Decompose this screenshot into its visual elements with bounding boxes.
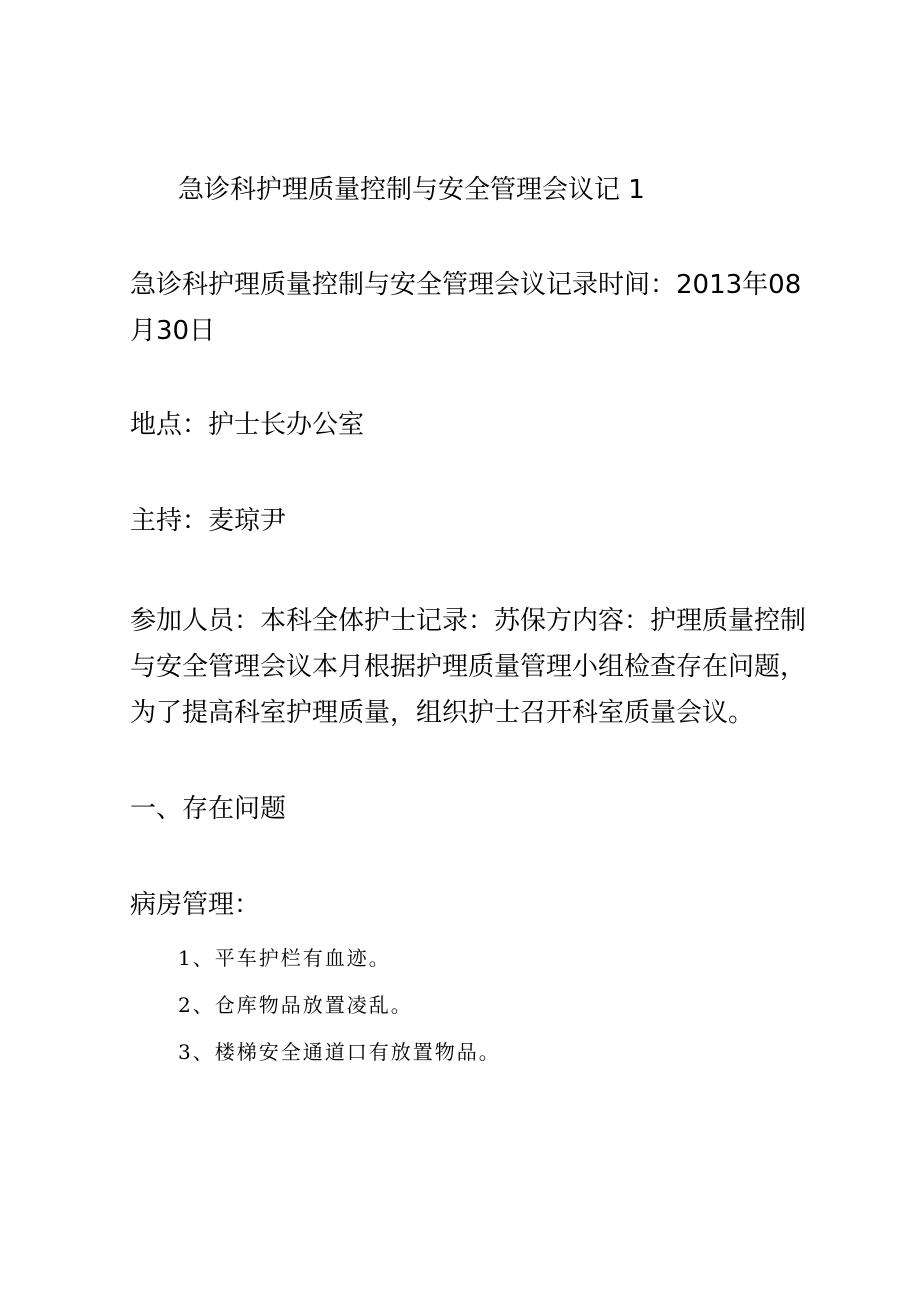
list-item: 2、仓库物品放置凌乱。 [178, 993, 413, 1017]
issue-list [178, 935, 501, 1076]
attendees-and-content: 参加人员：本科全体护士记录：苏保方内容：护理质量控制与安全管理会议本月根据护理质量管理小组检查存在问题，为了提高科室护理质量，组织护士召开科室质量会议。 [130, 606, 807, 728]
list-item: 3、楼梯安全通道口有放置物品。 [178, 1040, 501, 1064]
meeting-place: 地点：护士长办公室 [130, 410, 365, 440]
section-heading: 一、存在问题 [130, 794, 287, 824]
meeting-host: 主持：麦琼尹 [130, 506, 287, 536]
document-title: 急诊科护理质量控制与安全管理会议记 1 [178, 175, 645, 205]
subsection-heading: 病房管理： [130, 890, 261, 920]
meeting-time: 急诊科护理质量控制与安全管理会议记录时间：2013年08月30日 [130, 270, 802, 346]
list-item: 1、平车护栏有血迹。 [178, 946, 391, 970]
